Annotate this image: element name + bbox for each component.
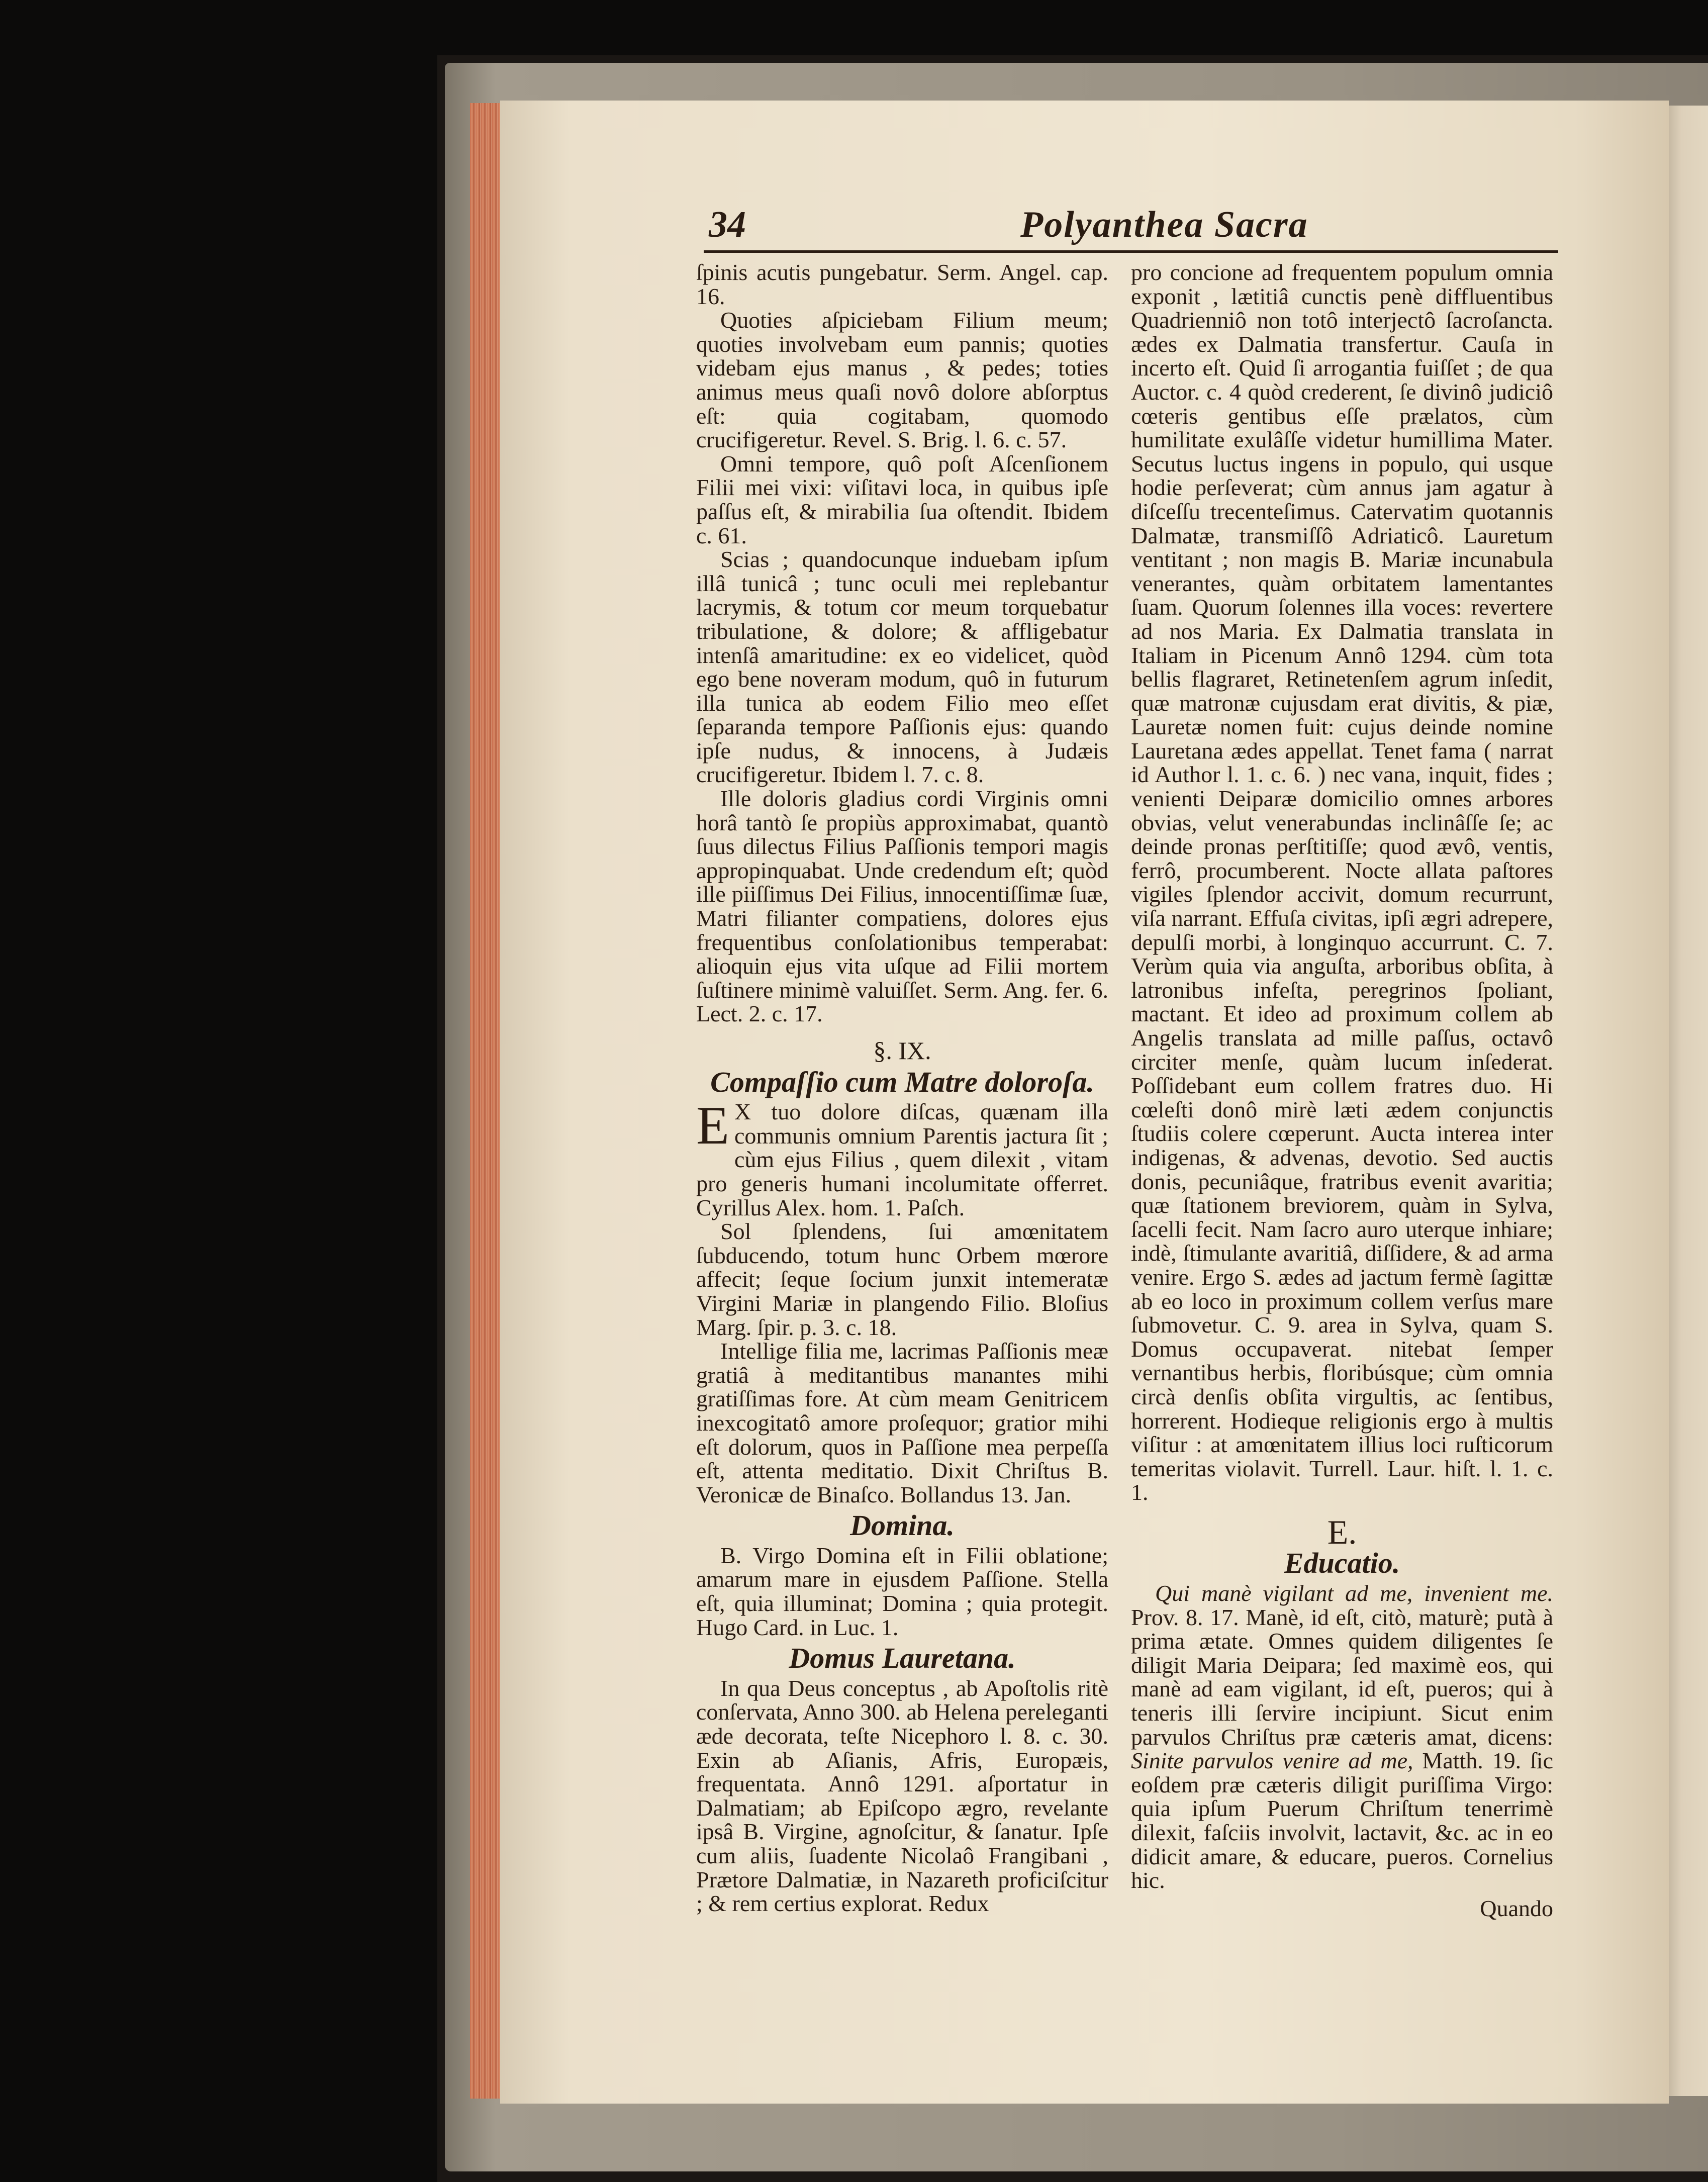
paragraph-text: Matth. 19. ſic eoſdem præ cæteris diligit puriſſima Virgo: quia ipſum Puerum Chriſtum tenerrimè dilexit, faſciis involvit, lactavit, &c. ac in eo didicit amare, & educare, pueros. Cornelius hic. <box>1131 1748 1553 1893</box>
quote: Sinite parvulos venire ad me, <box>1131 1748 1413 1774</box>
paragraph: B. Virgo Domina eſt in Filii oblatione; amarum mare in ejusdem Paſſione. Stella eſt, quia illuminat; Domina ; quia protegit. Hugo Card. in Luc. 1. <box>696 1542 1108 1640</box>
paragraph-text: X tuo dolore diſcas, quænam illa communis omnium Parentis jactura ſit ; cùm ejus Filius , quem dilexit , vitam pro generis humani incolumitate offerret. Cyrillus Alex. hom. 1. Paſch. <box>696 1099 1108 1220</box>
paragraph: Scias ; quandocunque induebam ipſum illâ tunicâ ; tunc oculi mei replebantur lacrymis, & totum cor meum torquebatur tribulatione, & dolore; & affligebatur intenſâ amaritudine: ex eo videlicet, quòd ego bene noveram modum, quô in futurum illa tunica ab eodem Filio meo eſſet ſeparanda tempore Paſſionis ejus: quando ipſe nudus, & innocens, à Judæis crucifigeretur. Ibidem l. 7. c. 8. <box>696 546 1108 788</box>
paragraph: Ille doloris gladius cordi Virginis omni horâ tantò ſe propiùs approximabat, quantò ſuus dilectus Filius Paſſionis tempori magis appropinquabat. Unde credendum eſt; quòd ille piiſſimus Dei Filius, innocentiſſimæ ſuæ, Matri filianter compatiens, dolores ejus frequentibus conſolationibus temperabat: alioquin ejus vita uſque ad Filii mortem ſuſtinere minimè valuiſſet. Serm. Ang. fer. 6. Lect. 2. c. 17. <box>696 786 1108 1027</box>
paragraph: ſpinis acutis pungebatur. Serm. Angel. cap. 16. <box>696 259 1108 309</box>
page-edges <box>470 103 500 2099</box>
paragraph: In qua Deus conceptus , ab Apoſtolis ritè conſervata, Anno 300. ab Helena pereleganti æde decorata, teſte Nicephoro l. 8. c. 30. Exin ab Aſianis, Afris, Europæis, frequentata. Annô 1291. aſportatur in Dalmatiam; ab Epiſcopo ægro, revelante ipsâ B. Virgine, agnoſcitur, & ſanatur. Ipſe cum aliis, ſuadente Nicolaô Frangibani , Prætore Dalmatiæ, in Nazareth proficiſcitur ; & rem certius explorat. Redux <box>696 1675 1108 1917</box>
page-number: 34 <box>709 204 746 245</box>
section-mark: §. IX. <box>873 1036 931 1065</box>
paragraph: Quoties aſpiciebam Filium meum; quoties involvebam eum pannis; quoties videbam ejus manus , & pedes; toties animus meus quaſi novô dolore abſorptus eſt: quia cogitabam, quomodo crucifigeretur. Revel. S. Brig. l. 6. c. 57. <box>696 307 1108 453</box>
left-column <box>696 260 1108 1916</box>
paragraph: Sol ſplendens, ſui amœnitatem ſubducendo, totum hunc Orbem mœrore affecit; ſeque ſocium junxit intemeratæ Virgini Mariæ in plangendo Filio. Bloſius Marg. ſpir. p. 3. c. 18. <box>696 1218 1108 1340</box>
paragraph-dropcap <box>696 1096 1108 1220</box>
paragraph: Omni tempore, quô poſt Aſcenſionem Filii mei vixi: viſitavi loca, in quibus ipſe paſſus eſt, & mirabilia ſua oſtendit. Ibidem c. 61. <box>696 450 1108 548</box>
catchword: Quando <box>1480 1895 1553 1921</box>
paragraph: Intellige filia me, lacrimas Paſſionis meæ gratiâ à meditantibus manantes mihi gratiſſimas fore. At cùm meam Genitricem inexcogitatô amore proſequor; gratior mihi eſt dolorum, quos in Paſſione mea perpeſſa eſt, attenta meditatio. Dixit Chriſtus B. Veronicæ de Binaſco. Bollandus 13. Jan. <box>696 1338 1108 1507</box>
right-column <box>1131 260 1553 1920</box>
paragraph-text: Prov. 8. 17. Manè, id eſt, citò, maturè; putà à prima ætate. Omnes quidem diligentes ſe diligit Maria Deipara; ſed maximè eos, qui manè ad eam vigilant, id eſt, pueros; qui à teneris illi ſervire incipiunt. Sicut enim parvulos Chriſtus præ cæteris amat, dicens: <box>1131 1604 1553 1750</box>
running-title: Polyanthea Sacra <box>1020 204 1308 245</box>
header-rule <box>704 250 1558 253</box>
drop-cap: E <box>696 1096 729 1156</box>
running-head <box>709 204 1558 249</box>
letter-heading: E. <box>1327 1512 1357 1551</box>
paragraph: pro concione ad frequentem populum omnia exponit , lætitiâ cunctis penè diffluentibus Quadrienniô non totô interjectô ſacroſancta. ædes ex Dalmatia transfertur. Cauſa in incerto eſt. Quid ſi arrogantia fuiſſet ; de qua Auctor. c. 4 quòd crederent, ſe divinô judiciô cœteris gentibus eſſe prælatos, cùm humilitate exulâſſe videtur humillima Mater. Secutus luctus ingens in populo, qui usque hodie perſeverat; cùm annus jam agatur à diſceſſu trecenteſimus. Catervatim quotannis Dalmatæ, transmiſſô Adriaticô. Lauretum ventitant ; non magis B. Mariæ incunabula venerantes, quàm orbitatem lamentantes ſuam. Quorum ſolennes illa voces: revertere ad nos Maria. Ex Dalmatia translata in Italiam in Picenum Annô 1294. cùm tota bellis flagraret, Retinetenſem agrum inſedit, quæ matronæ cujusdam erat divitis, & piæ, Lauretæ nomen fuit: cujus deinde nomine Lauretana ædes appellat. Tenet fama ( narrat id Author l. 1. c. 6. ) nec vana, inquit, fides ; venienti Deiparæ domicilio omnes arbores obvias, velut venerabundas inclinâſſe ſe; ac deinde pronas perſtitiſſe; quod ævô, ventis, ferrô, procumberent. Nocte allata paſtores vigiles ſplendor accivit, domum recurrunt, viſa narrant. Effuſa civitas, ipſi ægri adrepere, depulſi morbi, à longinquo accurrunt. C. 7. Verùm quia via anguſta, arboribus obſita, à latronibus infeſta, peregrinos ſpoliant, mactant. Et ideo ad proximum collem ab Angelis translata ad mille paſſus, octavô circiter menſe, quàm lucum inſederat. Poſſidebant eum collem fratres duo. Hi cœleſti donô mirè læti ædem conjunctis ſtudiis colere cœperunt. Aucta interea inter indigenas, & advenas, devotio. Sed auctis donis, pecuniâque, fratribus evenit avaritia; quæ ſtationem breviorem, quàm in Sylva, ſacelli fecit. Nam ſacro auro uterque inhiare; indè, ſtimulante avaritiâ, diſſidere, & ad arma venire. Ergo S. ædes ad jactum fermè ſagittæ ab eo loco in proximum collem verſus mare ſubmovetur. C. 9. area in Sylva, quam S. Domus occupaverat. nitebat ſemper vernantibus herbis, floribúsque; cùm omnia circà denſis obſita virgultis, ac ſentibus, horrerent. Hodieque religionis ergo à multis viſitur : at amœnitatem illius loci ruſticorum temeritas violavit. Turrell. Laur. hiſt. l. 1. c. 1. <box>1131 259 1553 1505</box>
facing-page <box>1664 106 1708 2096</box>
paragraph <box>1131 1581 1553 1892</box>
heading-domina: Domina. <box>850 1509 955 1542</box>
section-title: Compaſſio cum Matre doloroſa. <box>710 1065 1094 1098</box>
heading-educatio: Educatio. <box>1284 1547 1400 1580</box>
quote: Qui manè vigilant ad me, invenient me. <box>1155 1580 1553 1606</box>
heading-domus: Domus Lauretana. <box>789 1642 1016 1675</box>
